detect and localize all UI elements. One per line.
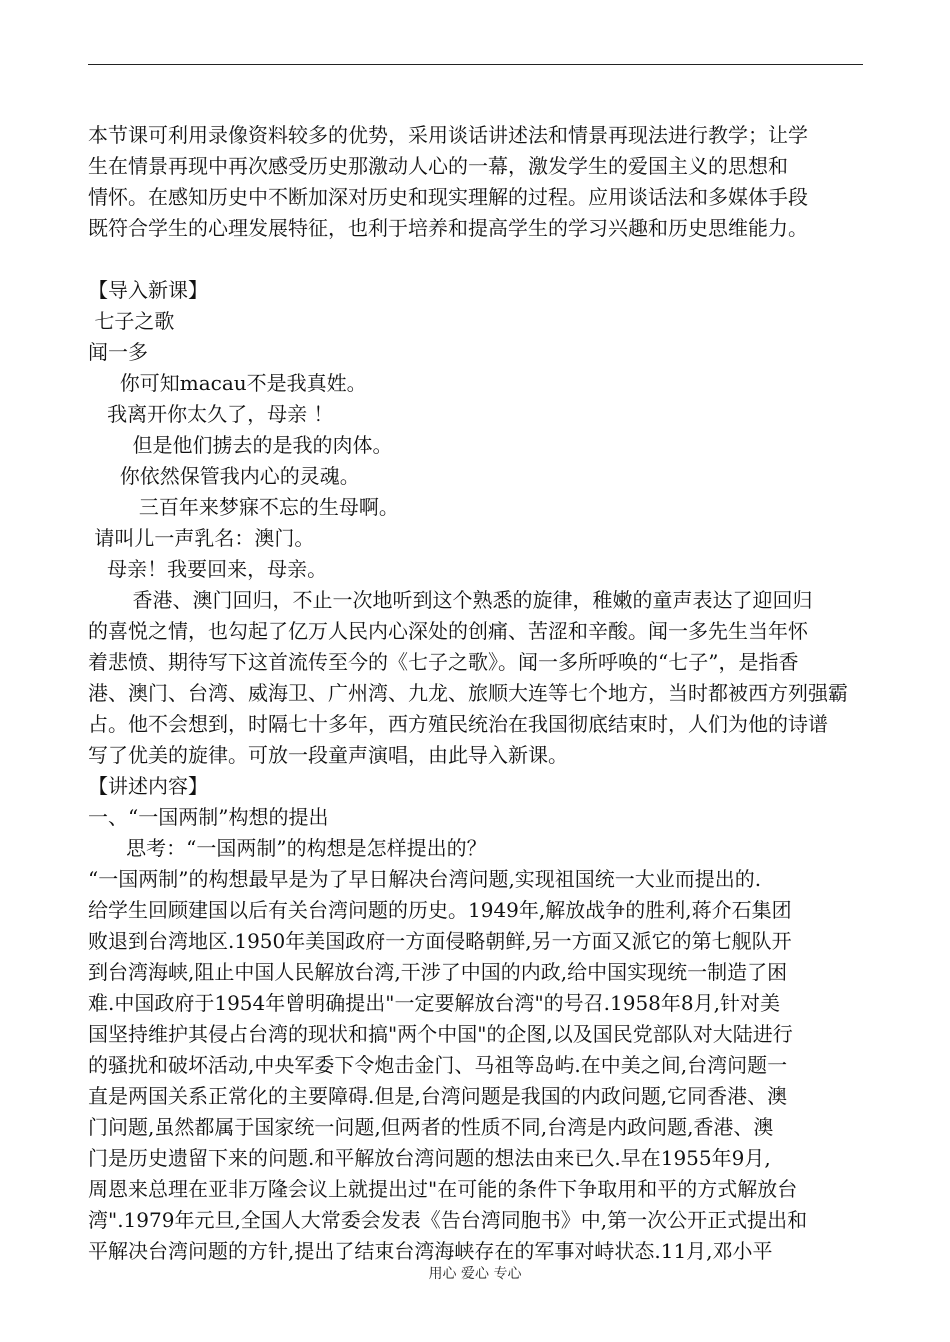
text-line: 周恩来总理在亚非万隆会议上就提出过"在可能的条件下争取用和平的方式解放台 — [88, 1177, 798, 1201]
text-line: 香港、澳门回归，不止一次地听到这个熟悉的旋律，稚嫩的童声表达了迎回归 — [88, 588, 813, 612]
intro-narrative-paragraph — [88, 585, 868, 771]
poem-line: 三百年来梦寐不忘的生母啊。 — [88, 495, 399, 519]
section-heading-intro: 【导入新课】 — [88, 278, 208, 302]
text-line: 本节课可利用录像资料较多的优势，采用谈话讲述法和情景再现法进行教学；让学 — [88, 123, 808, 147]
text-line: 港、澳门、台湾、威海卫、广州湾、九龙、旅顺大连等七个地方，当时都被西方列强霸 — [88, 681, 848, 705]
header-rule — [88, 64, 863, 65]
poem-block — [88, 306, 868, 585]
text-line: 平解决台湾问题的方针,提出了结束台湾海峡存在的军事对峙状态.11月,邓小平 — [88, 1239, 773, 1263]
text-line: 门是历史遗留下来的问题.和平解放台湾问题的想法由来已久.早在1955年9月, — [88, 1146, 771, 1170]
document-body — [88, 120, 868, 1267]
subsection-heading: 一、“一国两制”构想的提出 — [88, 805, 329, 829]
text-line: 到台湾海峡,阻止中国人民解放台湾,干涉了中国的内政,给中国实现统一制造了困 — [88, 960, 788, 984]
poem-line: 你可知macau不是我真姓。 — [88, 371, 367, 395]
text-line: 败退到台湾地区.1950年美国政府一方面侵略朝鲜,另一方面又派它的第七舰队开 — [88, 929, 792, 953]
text-line: 门问题,虽然都属于国家统一问题,但两者的性质不同,台湾是内政问题,香港、澳 — [88, 1115, 774, 1139]
section-heading-content: 【讲述内容】 — [88, 774, 208, 798]
text-line: 难.中国政府于1954年曾明确提出"一定要解放台湾"的号召.1958年8月,针对美 — [88, 991, 780, 1015]
poem-line: 请叫儿一声乳名：澳门。 — [88, 526, 315, 550]
text-line: 给学生回顾建国以后有关台湾问题的历史。1949年,解放战争的胜利,蒋介石集团 — [88, 898, 792, 922]
text-line: 的喜悦之情，也勾起了亿万人民内心深处的创痛、苦涩和辛酸。闻一多先生当年怀 — [88, 619, 808, 643]
text-line: 直是两国关系正常化的主要障碍.但是,台湾问题是我国的内政问题,它同香港、澳 — [88, 1084, 788, 1108]
text-line: 湾".1979年元旦,全国人大常委会发表《告台湾同胞书》中,第一次公开正式提出和 — [88, 1208, 808, 1232]
poem-title: 七子之歌 — [88, 309, 175, 333]
poem-line: 母亲！我要回来，母亲。 — [88, 557, 328, 581]
poem-line: 你依然保管我内心的灵魂。 — [88, 464, 360, 488]
text-line: 着悲愤、期待写下这首流传至今的《七子之歌》。闻一多所呼唤的“七子”，是指香 — [88, 650, 799, 674]
text-line: 占。他不会想到，时隔七十多年，西方殖民统治在我国彻底结束时，人们为他的诗谱 — [88, 712, 828, 736]
text-line: 生在情景再现中再次感受历史那激动人心的一幕，激发学生的爱国主义的思想和 — [88, 154, 788, 178]
page-footer: 用心 爱心 专心 — [428, 1266, 522, 1282]
text-line: “一国两制”的构想最早是为了早日解决台湾问题,实现祖国统一大业而提出的. — [88, 867, 762, 891]
text-line: 情怀。在感知历史中不断加深对历史和现实理解的过程。应用谈话法和多媒体手段 — [88, 185, 808, 209]
poem-line: 但是他们掳去的是我的肉体。 — [88, 433, 393, 457]
intro-paragraph — [88, 120, 868, 244]
text-line: 国坚持维护其侵占台湾的现状和搞"两个中国"的企图,以及国民党部队对大陆进行 — [88, 1022, 793, 1046]
poem-author: 闻一多 — [88, 340, 148, 364]
text-line: 既符合学生的心理发展特征，也利于培养和提高学生的学习兴趣和历史思维能力。 — [88, 216, 808, 240]
poem-line: 我离开你太久了，母亲 ！ — [88, 402, 334, 426]
text-line: 写了优美的旋律。可放一段童声演唱，由此导入新课。 — [88, 743, 568, 767]
body-paragraph — [88, 864, 868, 1267]
discussion-question: 思考：“一国两制”的构想是怎样提出的？ — [88, 836, 487, 860]
paragraph-gap — [88, 244, 868, 275]
text-line: 的骚扰和破坏活动,中央军委下令炮击金门、马祖等岛屿.在中美之间,台湾问题一 — [88, 1053, 788, 1077]
